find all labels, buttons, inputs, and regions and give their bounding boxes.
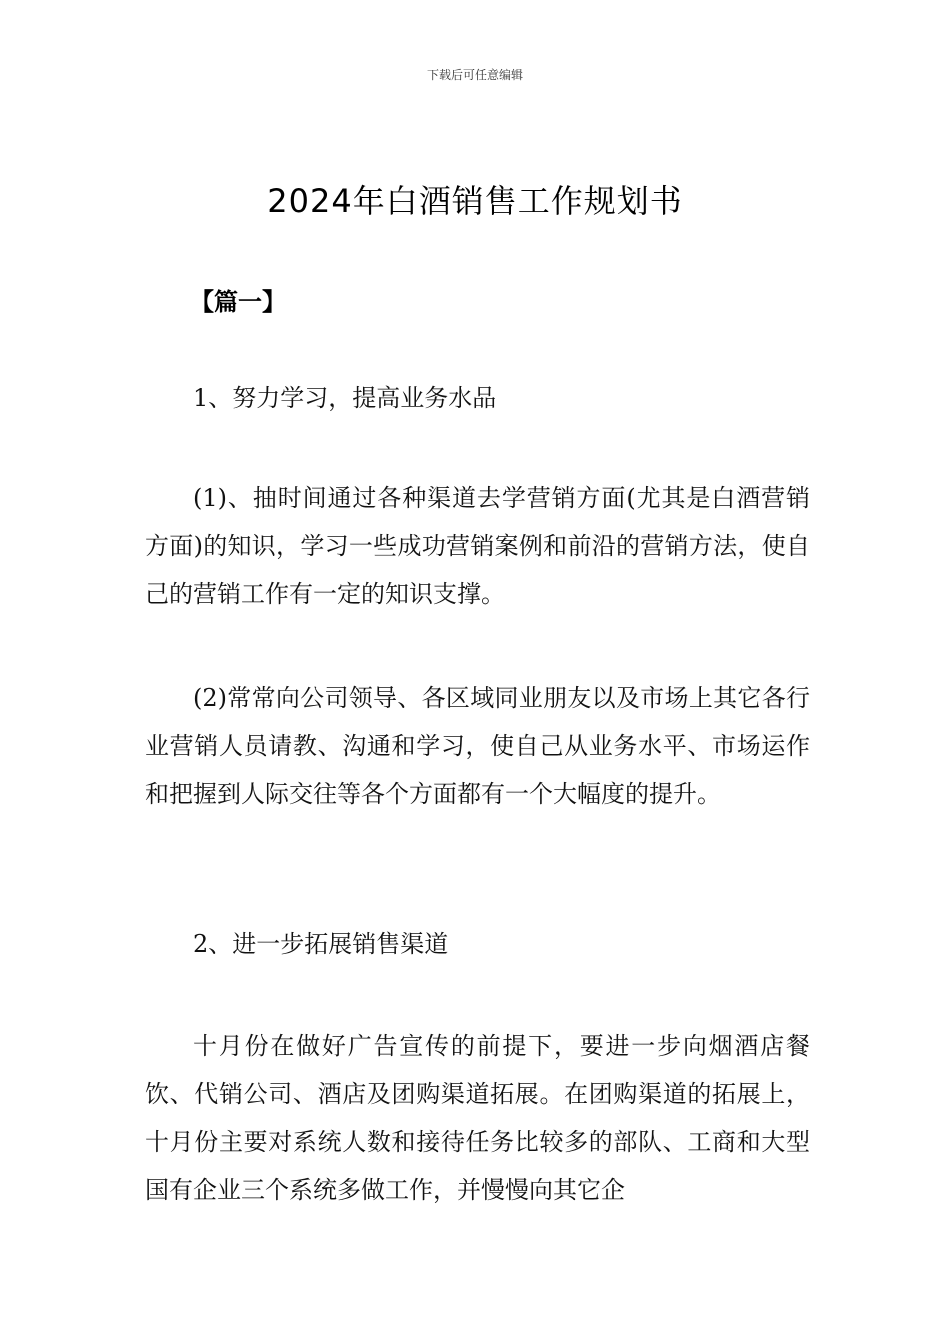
section-tag: 【篇一】 [190, 288, 286, 316]
header-note: 下载后可任意编辑 [426, 68, 523, 82]
section-heading-2: 2、进一步拓展销售渠道 [193, 930, 449, 958]
document-title: 2024年白酒销售工作规划书 [267, 182, 683, 220]
paragraph-1-2: (2)常常向公司领导、各区域同业朋友以及市场上其它各行业营销人员请教、沟通和学习，使自己从业务水平、市场运作和把握到人际交往等各个方面都有一个大幅度的提升。 [145, 684, 810, 808]
paragraph-2-1: 十月份在做好广告宣传的前提下，要进一步向烟酒店餐饮、代销公司、酒店及团购渠道拓展。在团购渠道的拓展上，十月份主要对系统人数和接待任务比较多的部队、工商和大型国有企业三个系统多做工作，并慢慢向其它企 [145, 1032, 810, 1204]
paragraph-1-1: (1)、抽时间通过各种渠道去学营销方面(尤其是白酒营销方面)的知识，学习一些成功营销案例和前沿的营销方法，使自己的营销工作有一定的知识支撑。 [145, 484, 810, 608]
section-heading-1: 1、努力学习，提高业务水品 [193, 384, 497, 412]
